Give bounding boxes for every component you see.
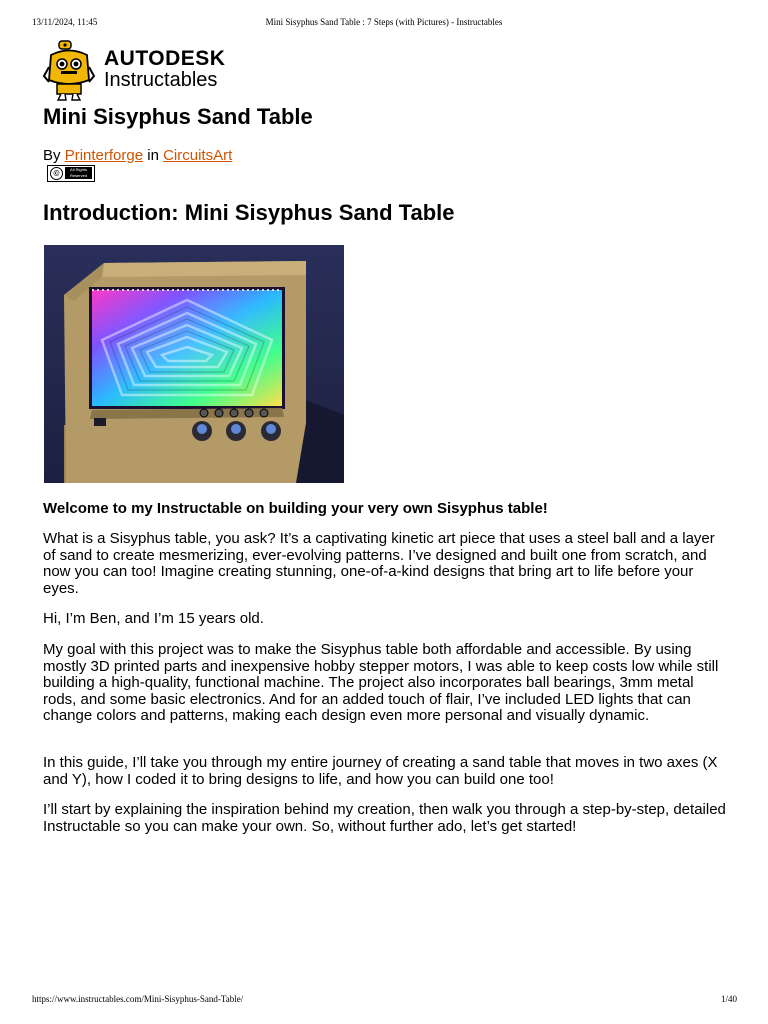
byline-in: in bbox=[147, 147, 159, 164]
introduction-heading: Introduction: Mini Sisyphus Sand Table bbox=[43, 200, 455, 225]
goal-paragraph: My goal with this project was to make the Sisyphus table both affordable and accessible. By using mostly 3D printed parts and inexpensive hobby stepper motors, I was able to keep costs low while still building a high-quality, functional machine. The project also incorporates ball bearings, 3mm metal rods, and some basic electronics. And for an added touch of flair, I’ve included LED lights that can change colors and patterns, making each design even more personal and visually dynamic. bbox=[43, 641, 719, 725]
start-paragraph: I’ll start by explaining the inspiration behind my creation, then walk you through a step-by-step, detailed Instructable so you can make your own. So, without further ado, let’s get started! bbox=[43, 801, 726, 835]
instructables-robot-icon bbox=[42, 40, 96, 102]
guide-paragraph: In this guide, I’ll take you through my entire journey of creating a sand table that moves in two axes (X and Y), how I coded it to bring designs to life, and how you can build one too! bbox=[43, 754, 718, 788]
instructables-logo[interactable] bbox=[42, 40, 242, 102]
byline-prefix: By bbox=[43, 147, 61, 164]
author-age-paragraph: Hi, I’m Ben, and I’m 15 years old. bbox=[43, 610, 264, 627]
byline bbox=[43, 146, 232, 166]
sand-table-photo[interactable] bbox=[44, 245, 344, 483]
print-page-count: 1/40 bbox=[720, 994, 737, 1004]
copyright-icon: © bbox=[50, 167, 63, 180]
welcome-paragraph: Welcome to my Instructable on building your very own Sisyphus table! bbox=[43, 500, 548, 517]
logo-autodesk-text: AUTODESK bbox=[104, 47, 226, 70]
intro-paragraph: What is a Sisyphus table, you ask? It’s a captivating kinetic art piece that uses a steel ball and a layer of sand to create mesmerizing, ever-evolving patterns. I’ve designed and built one from scratch, and now you can too! Imagine creating stunning, one-of-a-kind designs that bring art to life before your eyes. bbox=[43, 530, 715, 597]
article-title: Mini Sisyphus Sand Table bbox=[43, 104, 313, 129]
print-datetime: 13/11/2024, 11:45 bbox=[32, 17, 98, 27]
print-url: https://www.instructables.com/Mini-Sisyphus-Sand-Table/ bbox=[32, 994, 244, 1004]
category-link[interactable]: CircuitsArt bbox=[163, 147, 233, 164]
print-page-title: Mini Sisyphus Sand Table : 7 Steps (with Pictures) - Instructables bbox=[265, 17, 503, 27]
logo-instructables-text: Instructables bbox=[104, 69, 218, 91]
author-link[interactable]: Printerforge bbox=[64, 147, 144, 164]
license-text: All Rights Reserved bbox=[65, 167, 92, 179]
copyright-license-badge[interactable] bbox=[47, 165, 95, 182]
